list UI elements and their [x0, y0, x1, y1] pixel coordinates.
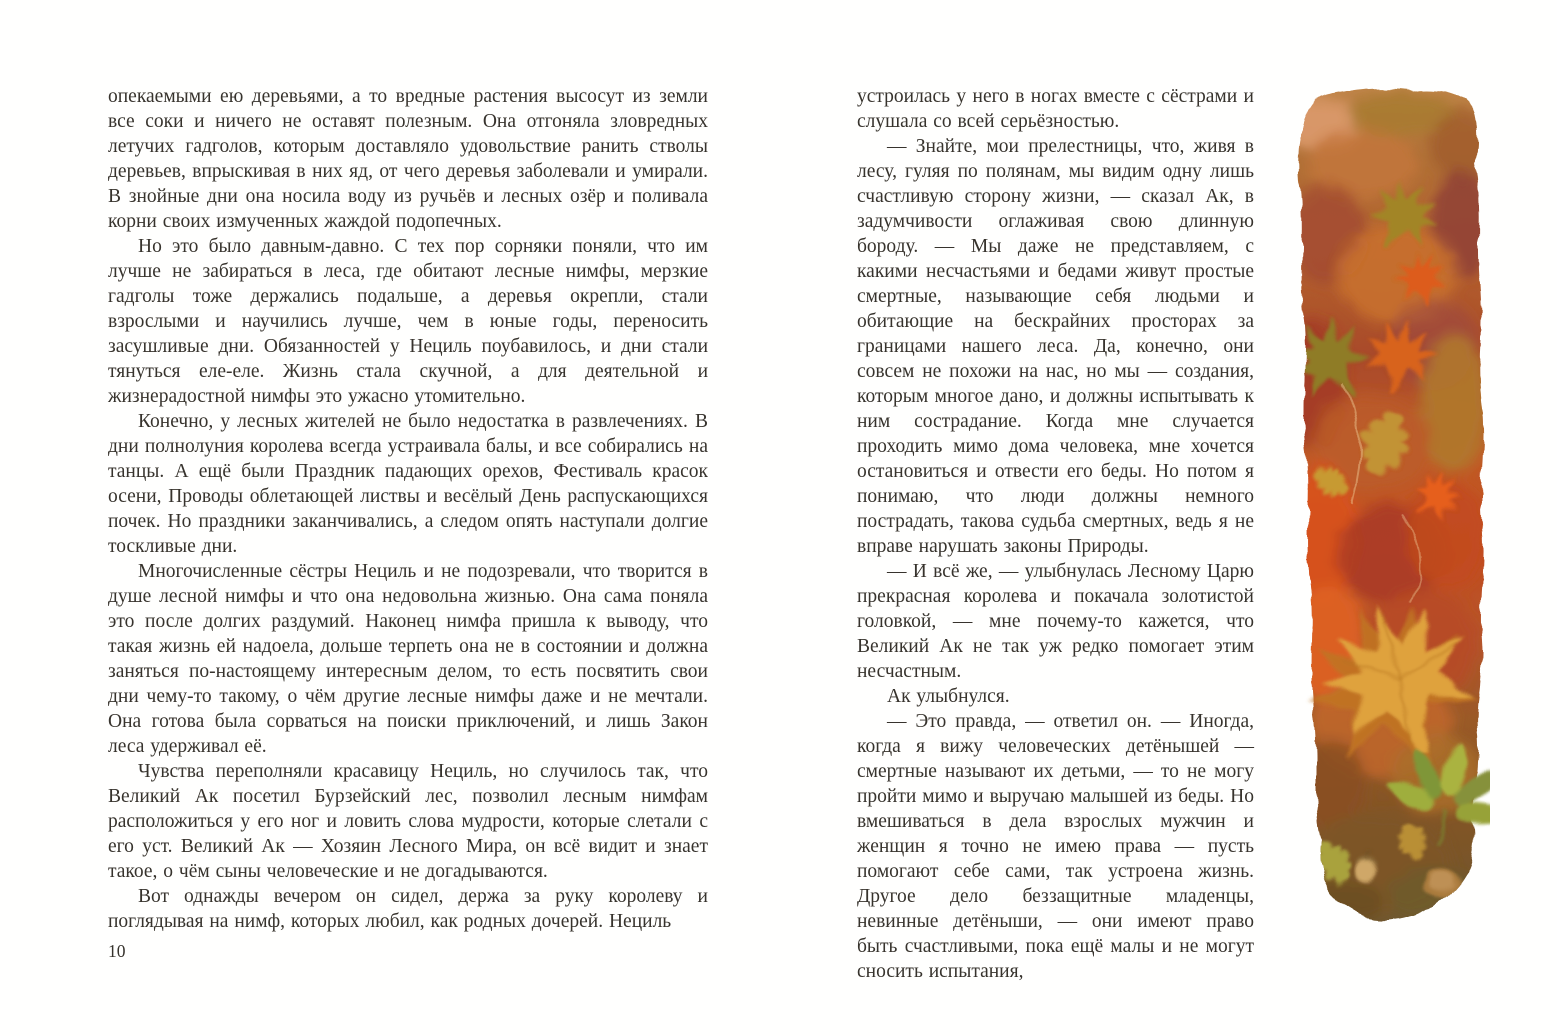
left-page-text	[108, 84, 708, 934]
paragraph: Чувства переполняли красавицу Нециль, но случилось так, что Великий Ак посетил Бурзейский лес, позволил лесным нимфам расположиться у его ног и ловить слова мудрости, которые слетали с его уст. Великий Ак — Хозяин Лесного Мира, он всё видит и знает такое, о чём сыны человеческие и не догадываются.	[108, 761, 708, 882]
paragraph: устроилась у него в ногах вместе с сёстрами и слушала со всей серьёзностью.	[857, 86, 1254, 132]
paragraph: опекаемыми ею деревьями, а то вредные растения высосут из земли все соки и ничего не оставят полезным. Она отгоняла зловредных летучих гадголов, которым доставляло удовольствие ранить стволы деревьев, впрыскивая в них яд, от чего деревья заболевали и умирали. В знойные дни она носила воду из ручьёв и лесных озёр и поливала корни своих измученных жаждой подопечных.	[108, 86, 708, 232]
autumn-leaves-illustration	[1282, 84, 1490, 936]
paragraph: — Знайте, мои прелестницы, что, живя в лесу, гуляя по полянам, мы видим одну лишь счастливую сторону жизни, — сказал Ак, в задумчивости оглаживая свою длинную бороду. — Мы даже не представляем, с какими несчастьями и бедами живут простые смертные, называющие себя людьми и обитающие на бескрайних просторах за границами нашего леса. Да, конечно, они совсем не похожи на нас, но мы — создания, которым многое дано, и должны испытывать к ним сострадание. Когда мне случается проходить мимо дома человека, мне хочется остановиться и отвести его беды. Но потом я понимаю, что люди должны немного пострадать, такова судьба смертных, ведь я не вправе нарушать законы Природы.	[857, 136, 1254, 557]
right-page	[778, 0, 1557, 1036]
paragraph: Ак улыбнулся.	[887, 686, 1010, 707]
paragraph: Но это было давным-давно. С тех пор сорняки поняли, что им лучше не забираться в леса, где обитают лесные нимфы, мерзкие гадголы тоже держались подальше, а деревья окрепли, стали взрослыми и научились лучше, чем в юные годы, переносить засушливые дни. Обязанностей у Нециль поубавилось, и дни стали тянуться еле-еле. Жизнь стала скучной, а для деятельной и жизнерадостной нимфы это ужасно утомительно.	[108, 236, 708, 407]
paragraph: — И всё же, — улыбнулась Лесному Царю прекрасная королева и покачала золотистой головкой, — мне почему-то кажется, что Великий Ак не так уж редко помогает этим несчастным.	[857, 561, 1254, 682]
paragraph: Вот однажды вечером он сидел, держа за руку королеву и поглядывая на нимф, которых любил, как родных дочерей. Нециль	[108, 886, 708, 932]
paragraph: Многочисленные сёстры Нециль и не подозревали, что творится в душе лесной нимфы и что она недовольна жизнью. Она сама поняла это после долгих раздумий. Наконец нимфа пришла к выводу, что такая жизнь ей надоела, дольше терпеть она не в состоянии и должна заняться по-настоящему интересным делом, то есть посвятить свои дни чему-то такому, о чём другие лесные нимфы даже и не мечтали. Она готова была сорваться на поиски приключений, и лишь Закон леса удерживал её.	[108, 561, 708, 757]
paragraph: — Это правда, — ответил он. — Иногда, когда я вижу человеческих детёнышей — смертные называют их детьми, — то не могу пройти мимо и выручаю малышей из беды. Но вмешиваться в дела взрослых мужчин и женщин я точно не имею права — пусть помогают себе сами, так устроена жизнь. Другое дело беззащитные младенцы, невинные детёныши, — они имеют право быть счастливыми, пока ещё малы и не могут сносить испытания,	[857, 711, 1254, 982]
page-number: 10	[108, 941, 126, 961]
right-page-text	[857, 84, 1254, 984]
autumn-leaves-art	[1282, 84, 1490, 936]
left-page	[0, 0, 778, 1036]
paragraph: Конечно, у лесных жителей не было недостатка в развлечениях. В дни полнолуния королева всегда устраивала балы, и все собирались на танцы. А ещё были Праздник падающих орехов, Фестиваль красок осени, Проводы облетающей листвы и весёлый День распускающихся почек. Но праздники заканчивались, а следом опять наступали долгие тоскливые дни.	[108, 411, 708, 557]
